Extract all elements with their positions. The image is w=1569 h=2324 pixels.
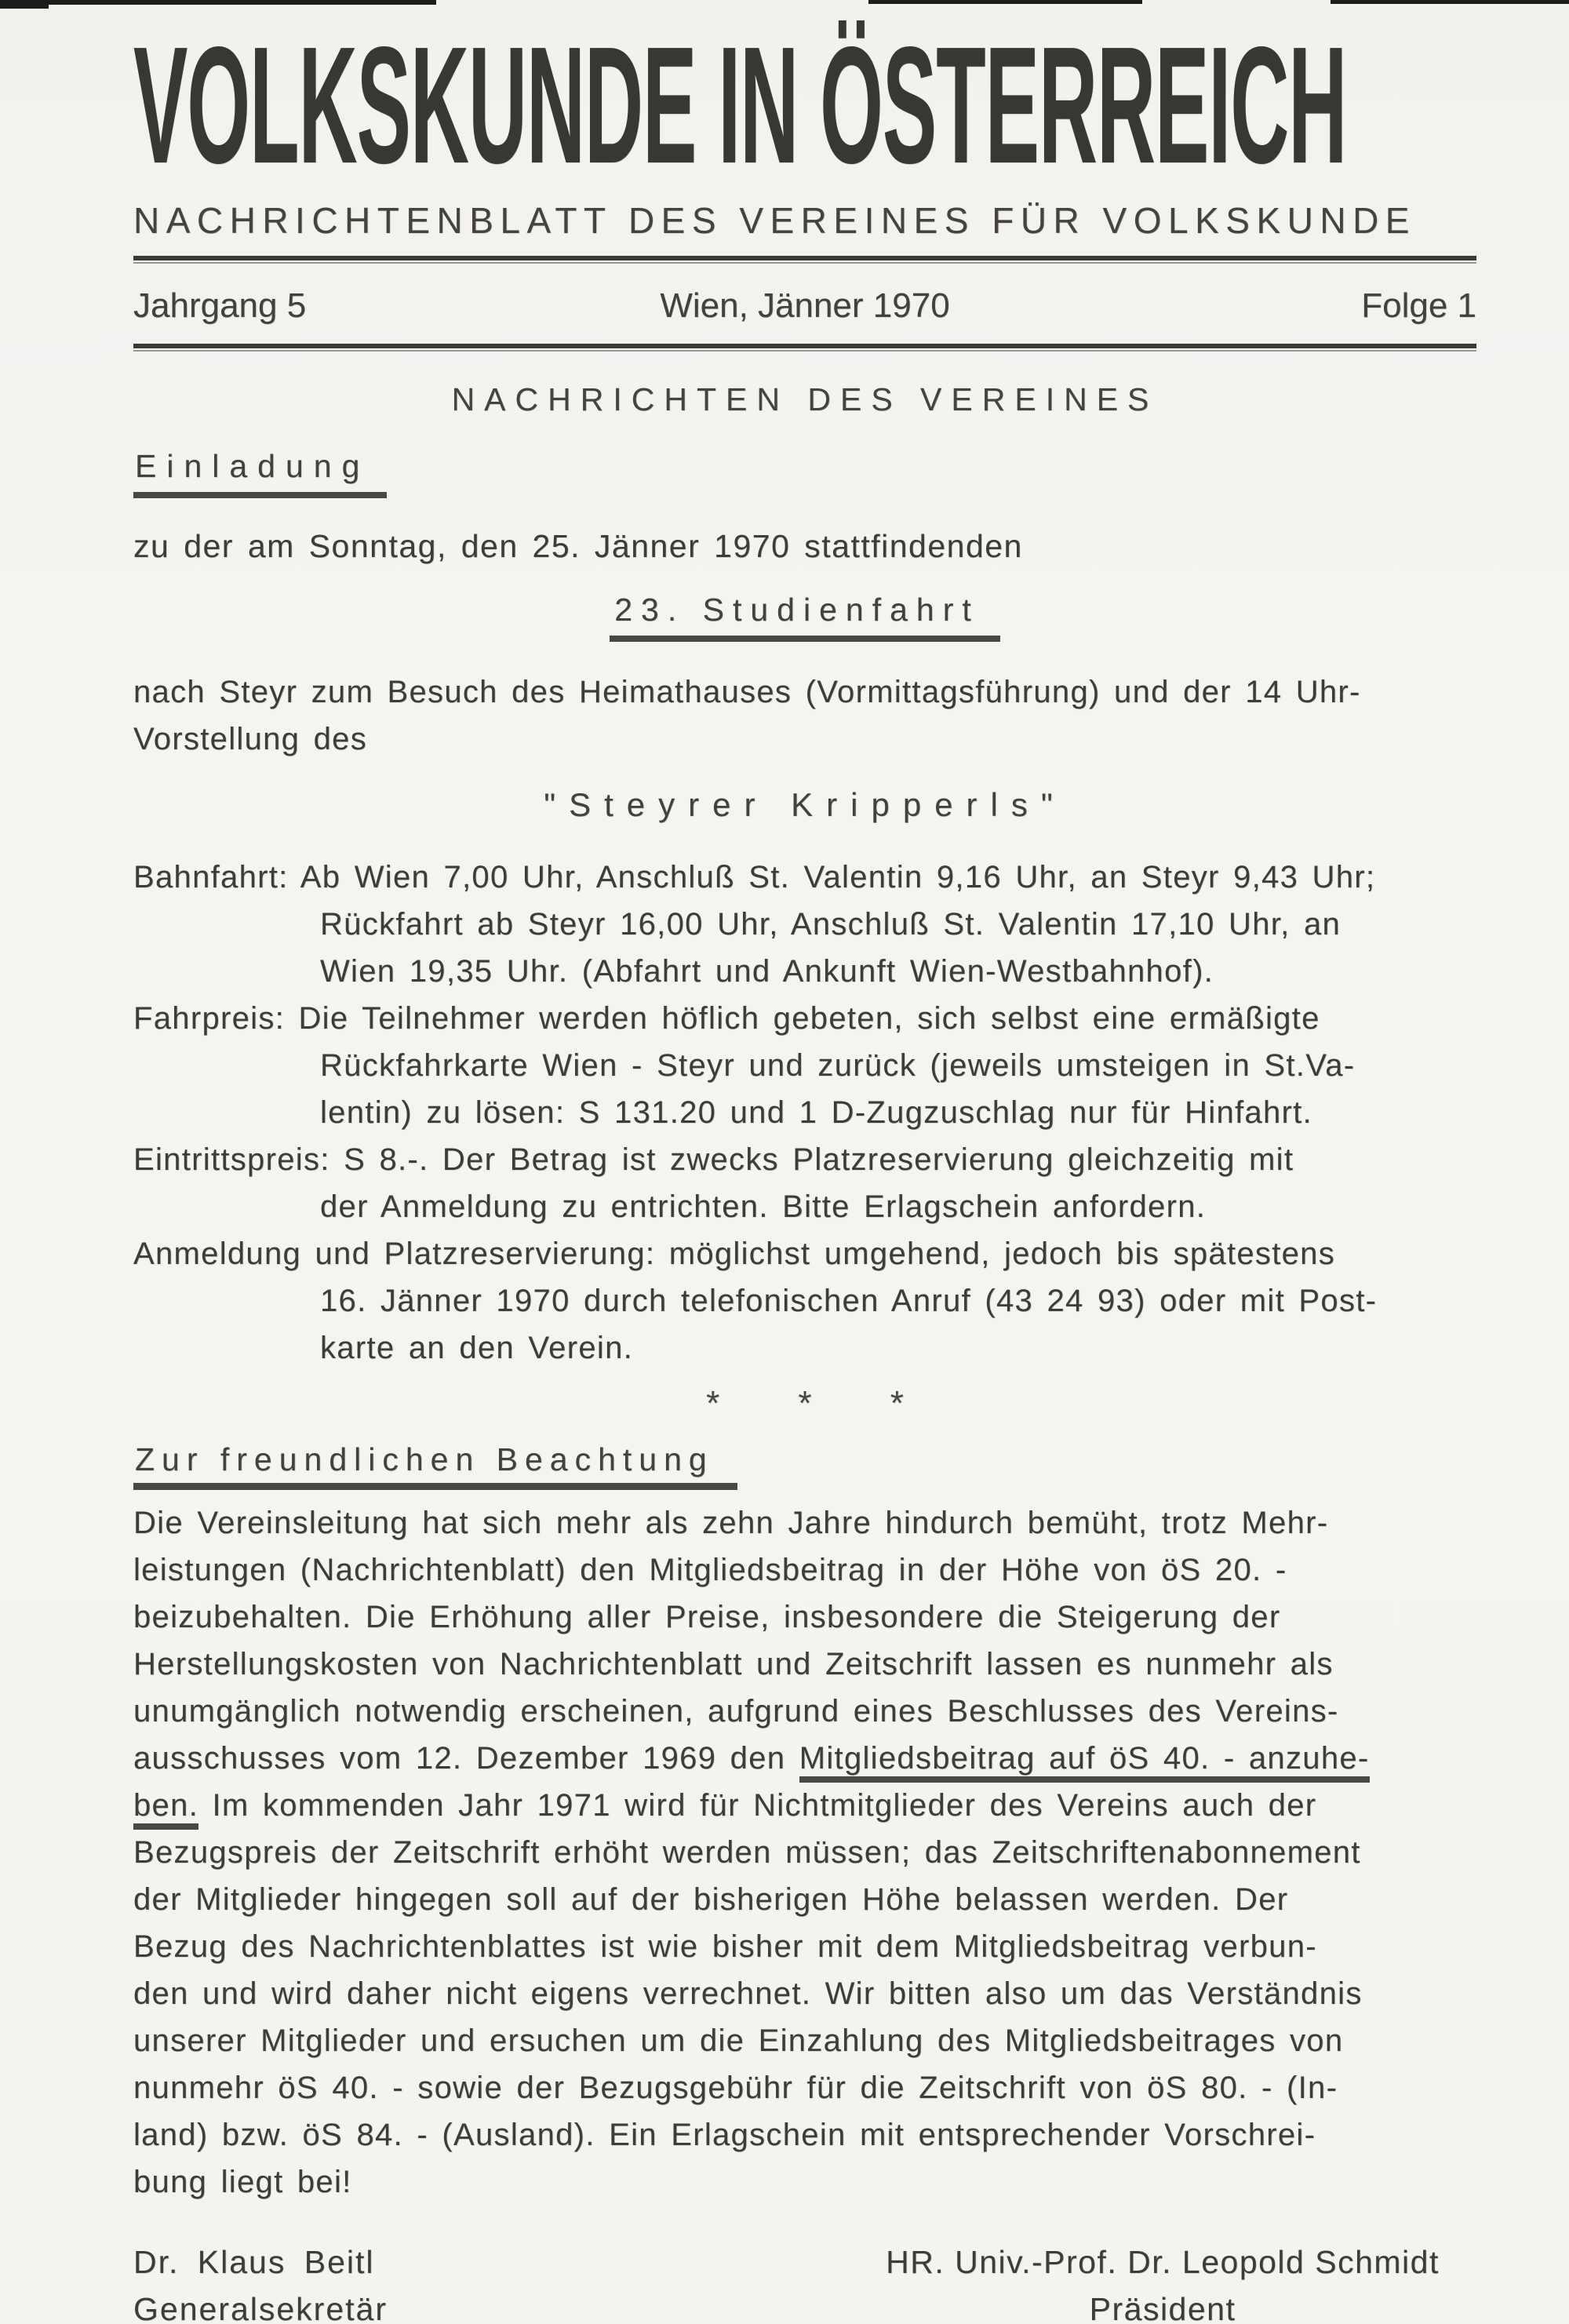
detail-line: lentin) zu lösen: S 131.20 und 1 D-Zugzuschlag nur für Hinfahrt. [320, 1095, 1312, 1130]
detail-line: 16. Jänner 1970 durch telefonischen Anruf (43 24 93) oder mit Post- [320, 1284, 1378, 1318]
notice-line: land) bzw. öS 84. - (Ausland). Ein Erlagschein mit entsprechender Vorschrei- [133, 2118, 1316, 2152]
trip-description-line: nach Steyr zum Besuch des Heimathauses (Vormittagsführung) und der 14 Uhr- [133, 675, 1361, 709]
issue-number-label: Folge 1 [1361, 286, 1477, 325]
trip-details [133, 854, 1476, 1371]
horizontal-rule-top [133, 256, 1476, 265]
issue-date-label: Wien, Jänner 1970 [660, 286, 950, 325]
notice-line: unumgänglich notwendig erscheinen, aufgrund eines Beschlusses des Vereins- [133, 1694, 1339, 1728]
notice-line: ausschusses vom 12. Dezember 1969 den Mitgliedsbeitrag auf öS 40. - anzuhe- [133, 1735, 1476, 1782]
detail-line: karte an den Verein. [320, 1331, 634, 1365]
notice-line: unserer Mitglieder und ersuchen um die Einzahlung des Mitgliedsbeitrages von [133, 2023, 1344, 2058]
asterisk-separator: * * * [706, 1384, 904, 1422]
masthead [133, 12, 1476, 198]
notice-heading: Zur freundlichen Beachtung [133, 1441, 737, 1490]
president-role: Präsident [1089, 2291, 1236, 2324]
notice-line: Bezugspreis der Zeitschrift erhöht werden müssen; das Zeitschriftenabonnement [133, 1835, 1361, 1870]
notice-line: bung liegt bei! [133, 2165, 352, 2199]
performance-title: "Steyrer Kripperls" [544, 786, 1066, 823]
secretary-role: Generalsekretär [133, 2291, 388, 2324]
president-name: HR. Univ.-Prof. Dr. Leopold Schmidt [886, 2244, 1440, 2280]
detail-line: Bahnfahrt: Ab Wien 7,00 Uhr, Anschluß St. Valentin 9,16 Uhr, an Steyr 9,43 Uhr; [133, 860, 1376, 894]
einladung-heading: Einladung [133, 447, 387, 498]
issue-info-row [133, 286, 1476, 326]
detail-line: Anmeldung und Platzreservierung: möglichst umgehend, jedoch bis spätestens [133, 1237, 1336, 1271]
notice-line: nunmehr öS 40. - sowie der Bezugsgebühr für die Zeitschrift von öS 80. - (In- [133, 2071, 1338, 2105]
masthead-title: VOLKSKUNDE IN ÖSTERREICH [133, 12, 1347, 198]
detail-line: der Anmeldung zu entrichten. Bitte Erlagschein anfordern. [320, 1189, 1207, 1224]
notice-line: beizubehalten. Die Erhöhung aller Preise, insbesondere die Steigerung der [133, 1600, 1281, 1634]
invitation-intro: zu der am Sonntag, den 25. Jänner 1970 stattfindenden [133, 528, 1023, 564]
detail-line: Wien 19,35 Uhr. (Abfahrt und Ankunft Wien-Westbahnhof). [320, 954, 1214, 989]
signature-right [849, 2238, 1476, 2324]
secretary-name: Dr. Klaus Beitl [133, 2244, 375, 2280]
notice-line: ben. Im kommenden Jahr 1971 wird für Nichtmitglieder des Vereins auch der [133, 1782, 1476, 1829]
signature-left [133, 2238, 388, 2324]
studienfahrt-heading: 23. Studienfahrt [610, 591, 999, 642]
notice-line: der Mitglieder hingegen soll auf der bisherigen Höhe belassen werden. Der [133, 1882, 1289, 1917]
trip-description-line: Vorstellung des [133, 722, 368, 756]
scan-artifact [0, 0, 49, 9]
volume-label: Jahrgang 5 [133, 286, 307, 325]
detail-line: Rückfahrkarte Wien - Steyr und zurück (jeweils umsteigen in St.Va- [320, 1048, 1356, 1083]
section-heading: NACHRICHTEN DES VEREINES [451, 381, 1159, 417]
notice-paragraph [133, 1499, 1476, 2206]
horizontal-rule-bottom [133, 344, 1476, 353]
notice-line: den und wird daher nicht eigens verrechnet. Wir bitten also um das Verständnis [133, 1976, 1363, 2011]
masthead-subtitle: NACHRICHTENBLATT DES VEREINES FÜR VOLKSKUNDE [133, 200, 1416, 241]
notice-line: leistungen (Nachrichtenblatt) den Mitgliedsbeitrag in der Höhe von öS 20. - [133, 1553, 1287, 1587]
notice-line: Herstellungskosten von Nachrichtenblatt und Zeitschrift lassen es nunmehr als [133, 1647, 1334, 1681]
trip-description [133, 668, 1476, 763]
notice-line: Die Vereinsleitung hat sich mehr als zehn Jahre hindurch bemüht, trotz Mehr- [133, 1506, 1329, 1540]
notice-line: Bezug des Nachrichtenblattes ist wie bisher mit dem Mitgliedsbeitrag verbun- [133, 1929, 1317, 1964]
detail-line: Rückfahrt ab Steyr 16,00 Uhr, Anschluß St. Valentin 17,10 Uhr, an [320, 907, 1341, 942]
signature-block [133, 2238, 1476, 2324]
detail-line: Eintrittspreis: S 8.-. Der Betrag ist zwecks Platzreservierung gleichzeitig mit [133, 1142, 1294, 1177]
detail-line: Fahrpreis: Die Teilnehmer werden höflich gebeten, sich selbst eine ermäßigte [133, 1001, 1320, 1036]
